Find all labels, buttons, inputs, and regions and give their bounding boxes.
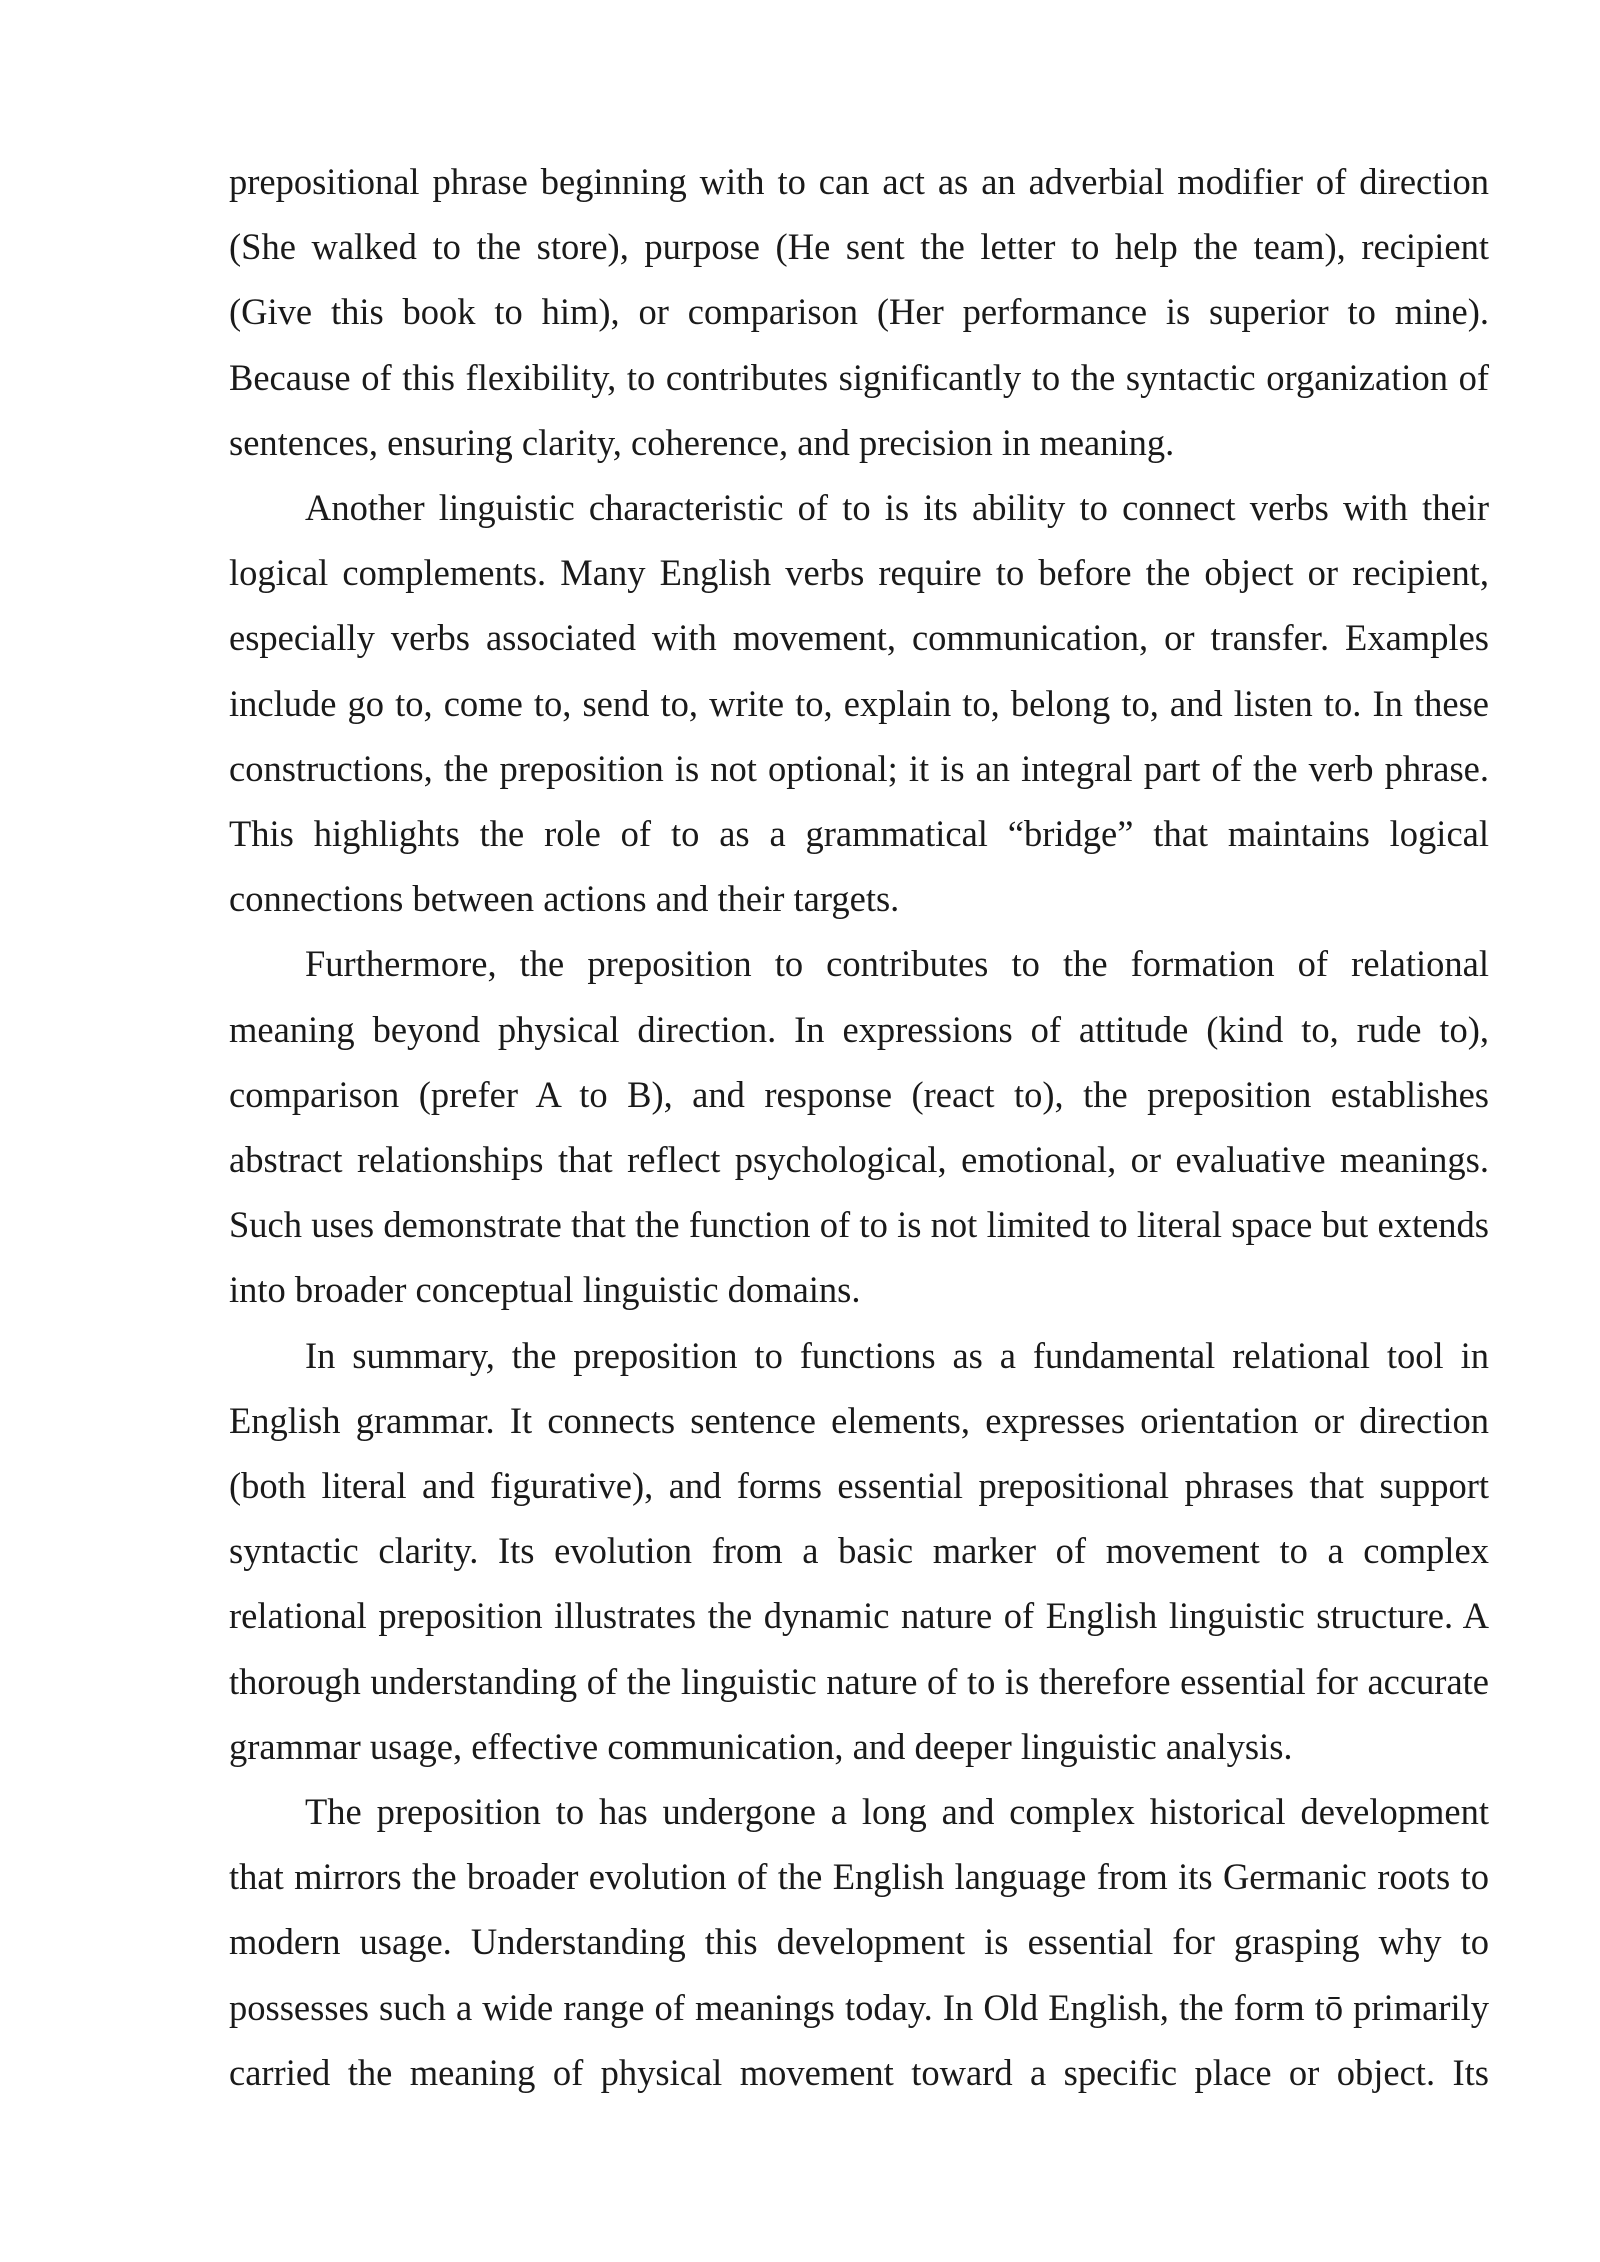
paragraph-continued: prepositional phrase beginning with to can act as an adverbial modifier of direction (She walked to the store), purpose (He sent the letter to help the team), recipient (Give this book to him), or comparison (Her performance is superior to mine). Because of this flexibility, to contributes significantly to the syntactic organization of sentences, ensuring clarity, coherence, and precision in meaning. xyxy=(229,161,1489,463)
paragraph-relational-meaning: Furthermore, the preposition to contributes to the formation of relational meaning beyond physical direction. In expressions of attitude (kind to, rude to), comparison (prefer A to B), and response (react to), the preposition establishes abstract relationships that reflect psychological, emotional, or evaluative meanings. Such uses demonstrate that the function of to is not limited to literal space but extends into broader conceptual linguistic domains. xyxy=(229,943,1489,1311)
body-text xyxy=(229,149,1489,2105)
paragraph-historical-development: The preposition to has undergone a long and complex historical development that mirrors the broader evolution of the English language from its Germanic roots to modern usage. Understanding this development is essential for grasping why to possesses such a wide range of meanings today. In Old English, the form tō primarily carried the meaning of physical movement toward a specific place or object. Its xyxy=(229,1791,1489,2093)
paragraph-summary: In summary, the preposition to functions as a fundamental relational tool in English grammar. It connects sentence elements, expresses orientation or direction (both literal and figurative), and forms essential prepositional phrases that support syntactic clarity. Its evolution from a basic marker of movement to a complex relational preposition illustrates the dynamic nature of English linguistic structure. A thorough understanding of the linguistic nature of to is therefore essential for accurate grammar usage, effective communication, and deeper linguistic analysis. xyxy=(229,1334,1489,1767)
paragraph-verb-complements: Another linguistic characteristic of to is its ability to connect verbs with their logical complements. Many English verbs require to before the object or recipient, especially verbs associated with movement, communication, or transfer. Examples include go to, come to, send to, write to, explain to, belong to, and listen to. In these constructions, the preposition is not optional; it is an integral part of the verb phrase. This highlights the role of to as a grammatical “bridge” that maintains logical connections between actions and their targets. xyxy=(229,487,1489,920)
